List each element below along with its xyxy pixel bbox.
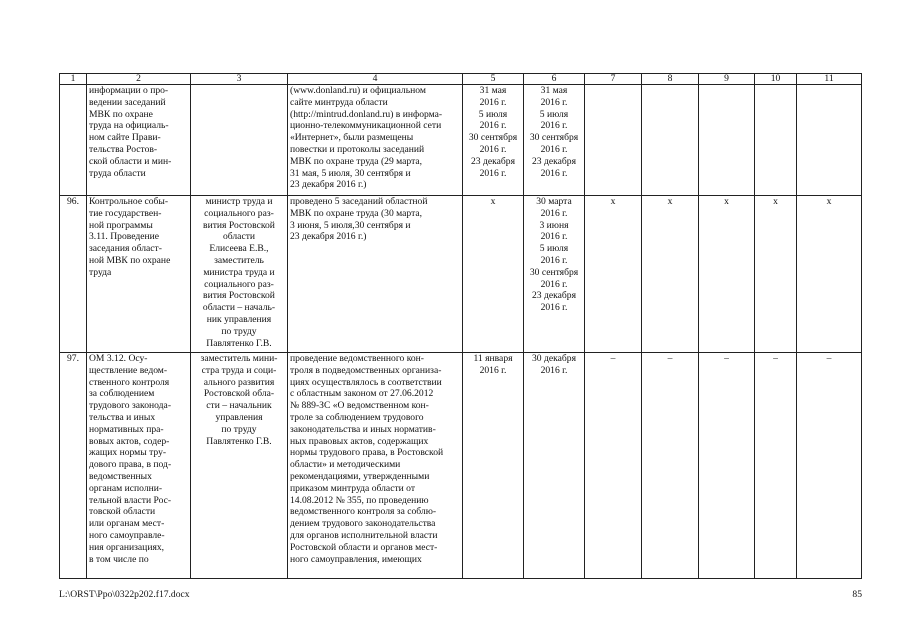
column-number: 1 [60, 74, 87, 85]
column-number: 4 [288, 74, 463, 85]
value-cell: х [699, 196, 755, 353]
value-cell [699, 85, 755, 196]
measure-title-cell: Контрольное собы- тие государствен- ной программы 3.11. Проведение заседания област- ной МВК по охране труда [87, 196, 191, 353]
column-number: 10 [755, 74, 797, 85]
column-number: 8 [642, 74, 699, 85]
responsible-cell [191, 85, 288, 196]
row-number-cell [60, 85, 87, 196]
value-cell: х [797, 196, 862, 353]
column-number: 9 [699, 74, 755, 85]
value-cell [755, 85, 797, 196]
table-row [60, 85, 862, 196]
measure-title-cell: информации о про- ведении заседаний МВК по охране труда на официаль- ном сайте Прави- тельства Ростов- ской области и мин- труда области [87, 85, 191, 196]
result-cell: проведение ведомственного кон- троля в подведомственных организа- циях осуществлялось в соответствии с областным законом от 27.06.2012 № 889-ЗС «О ведомственном кон- троле за соблюдением трудового законодательства и иных норматив- ных правовых актов, содержащих нормы трудового права, в Ростовской области» и методическими рекомендациями, утвержденными приказом минтруда области от 14.08.2012 № 355, по проведению ведомственного контроля за соблю- дением трудового законодательства для органов исполнительной власти Ростовской области и органов мест- ного самоуправления, имеющих [288, 353, 463, 579]
column-number: 2 [87, 74, 191, 85]
plan-date-cell: 11 января 2016 г. [463, 353, 524, 579]
fact-date-cell: 31 мая 2016 г. 5 июля 2016 г. 30 сентября 2016 г. 23 декабря 2016 г. [524, 85, 585, 196]
value-cell: – [642, 353, 699, 579]
column-number: 5 [463, 74, 524, 85]
value-cell [797, 85, 862, 196]
column-number: 3 [191, 74, 288, 85]
value-cell: х [642, 196, 699, 353]
table-row [60, 353, 862, 579]
column-number-row [60, 74, 862, 85]
value-cell: х [585, 196, 642, 353]
row-number-cell: 96. [60, 196, 87, 353]
plan-date-cell: 31 мая 2016 г. 5 июля 2016 г. 30 сентября 2016 г. 23 декабря 2016 г. [463, 85, 524, 196]
value-cell: х [755, 196, 797, 353]
column-number: 7 [585, 74, 642, 85]
result-cell: проведено 5 заседаний областной МВК по охране труда (30 марта, 3 июня, 5 июля,30 сентября и 23 декабря 2016 г.) [288, 196, 463, 353]
column-number: 11 [797, 74, 862, 85]
report-table [59, 73, 862, 579]
value-cell: – [797, 353, 862, 579]
table-row [60, 196, 862, 353]
value-cell: – [699, 353, 755, 579]
value-cell: – [755, 353, 797, 579]
value-cell [585, 85, 642, 196]
value-cell: – [585, 353, 642, 579]
column-number: 6 [524, 74, 585, 85]
plan-date-cell: х [463, 196, 524, 353]
file-path: L:\ORST\Ppo\0322p202.f17.docx [59, 589, 190, 600]
value-cell [642, 85, 699, 196]
fact-date-cell: 30 декабря 2016 г. [524, 353, 585, 579]
fact-date-cell: 30 марта 2016 г. 3 июня 2016 г. 5 июля 2016 г. 30 сентября 2016 г. 23 декабря 2016 г. [524, 196, 585, 353]
measure-title-cell: ОМ 3.12. Осу- ществление ведом- ственного контроля за соблюдением трудового законода- тельства и иных нормативных пра- вовых актов, содер- жащих нормы тру- дового права, в под- ведомственных органам исполни- тельной власти Рос- товской области или органам мест- ного самоуправле- ния организациях, в том числе по [87, 353, 191, 579]
responsible-cell: заместитель мини- стра труда и соци- ального развития Ростовской обла- сти – начальник управления по труду Павлятенко Г.В. [191, 353, 288, 579]
result-cell: (www.donland.ru) и официальном сайте минтруда области (http://mintrud.donland.ru) в информа- ционно-телекоммуникационной сети «Интернет», были размещены повестки и протоколы заседаний МВК по охране труда (29 марта, 31 мая, 5 июля, 30 сентября и 23 декабря 2016 г.) [288, 85, 463, 196]
responsible-cell: министр труда и социального раз- вития Ростовской области Елисеева Е.В., заместитель министра труда и социального раз- вития Ростовской области – началь- ник управления по труду Павлятенко Г.В. [191, 196, 288, 353]
page-number: 85 [852, 589, 862, 600]
row-number-cell: 97. [60, 353, 87, 579]
